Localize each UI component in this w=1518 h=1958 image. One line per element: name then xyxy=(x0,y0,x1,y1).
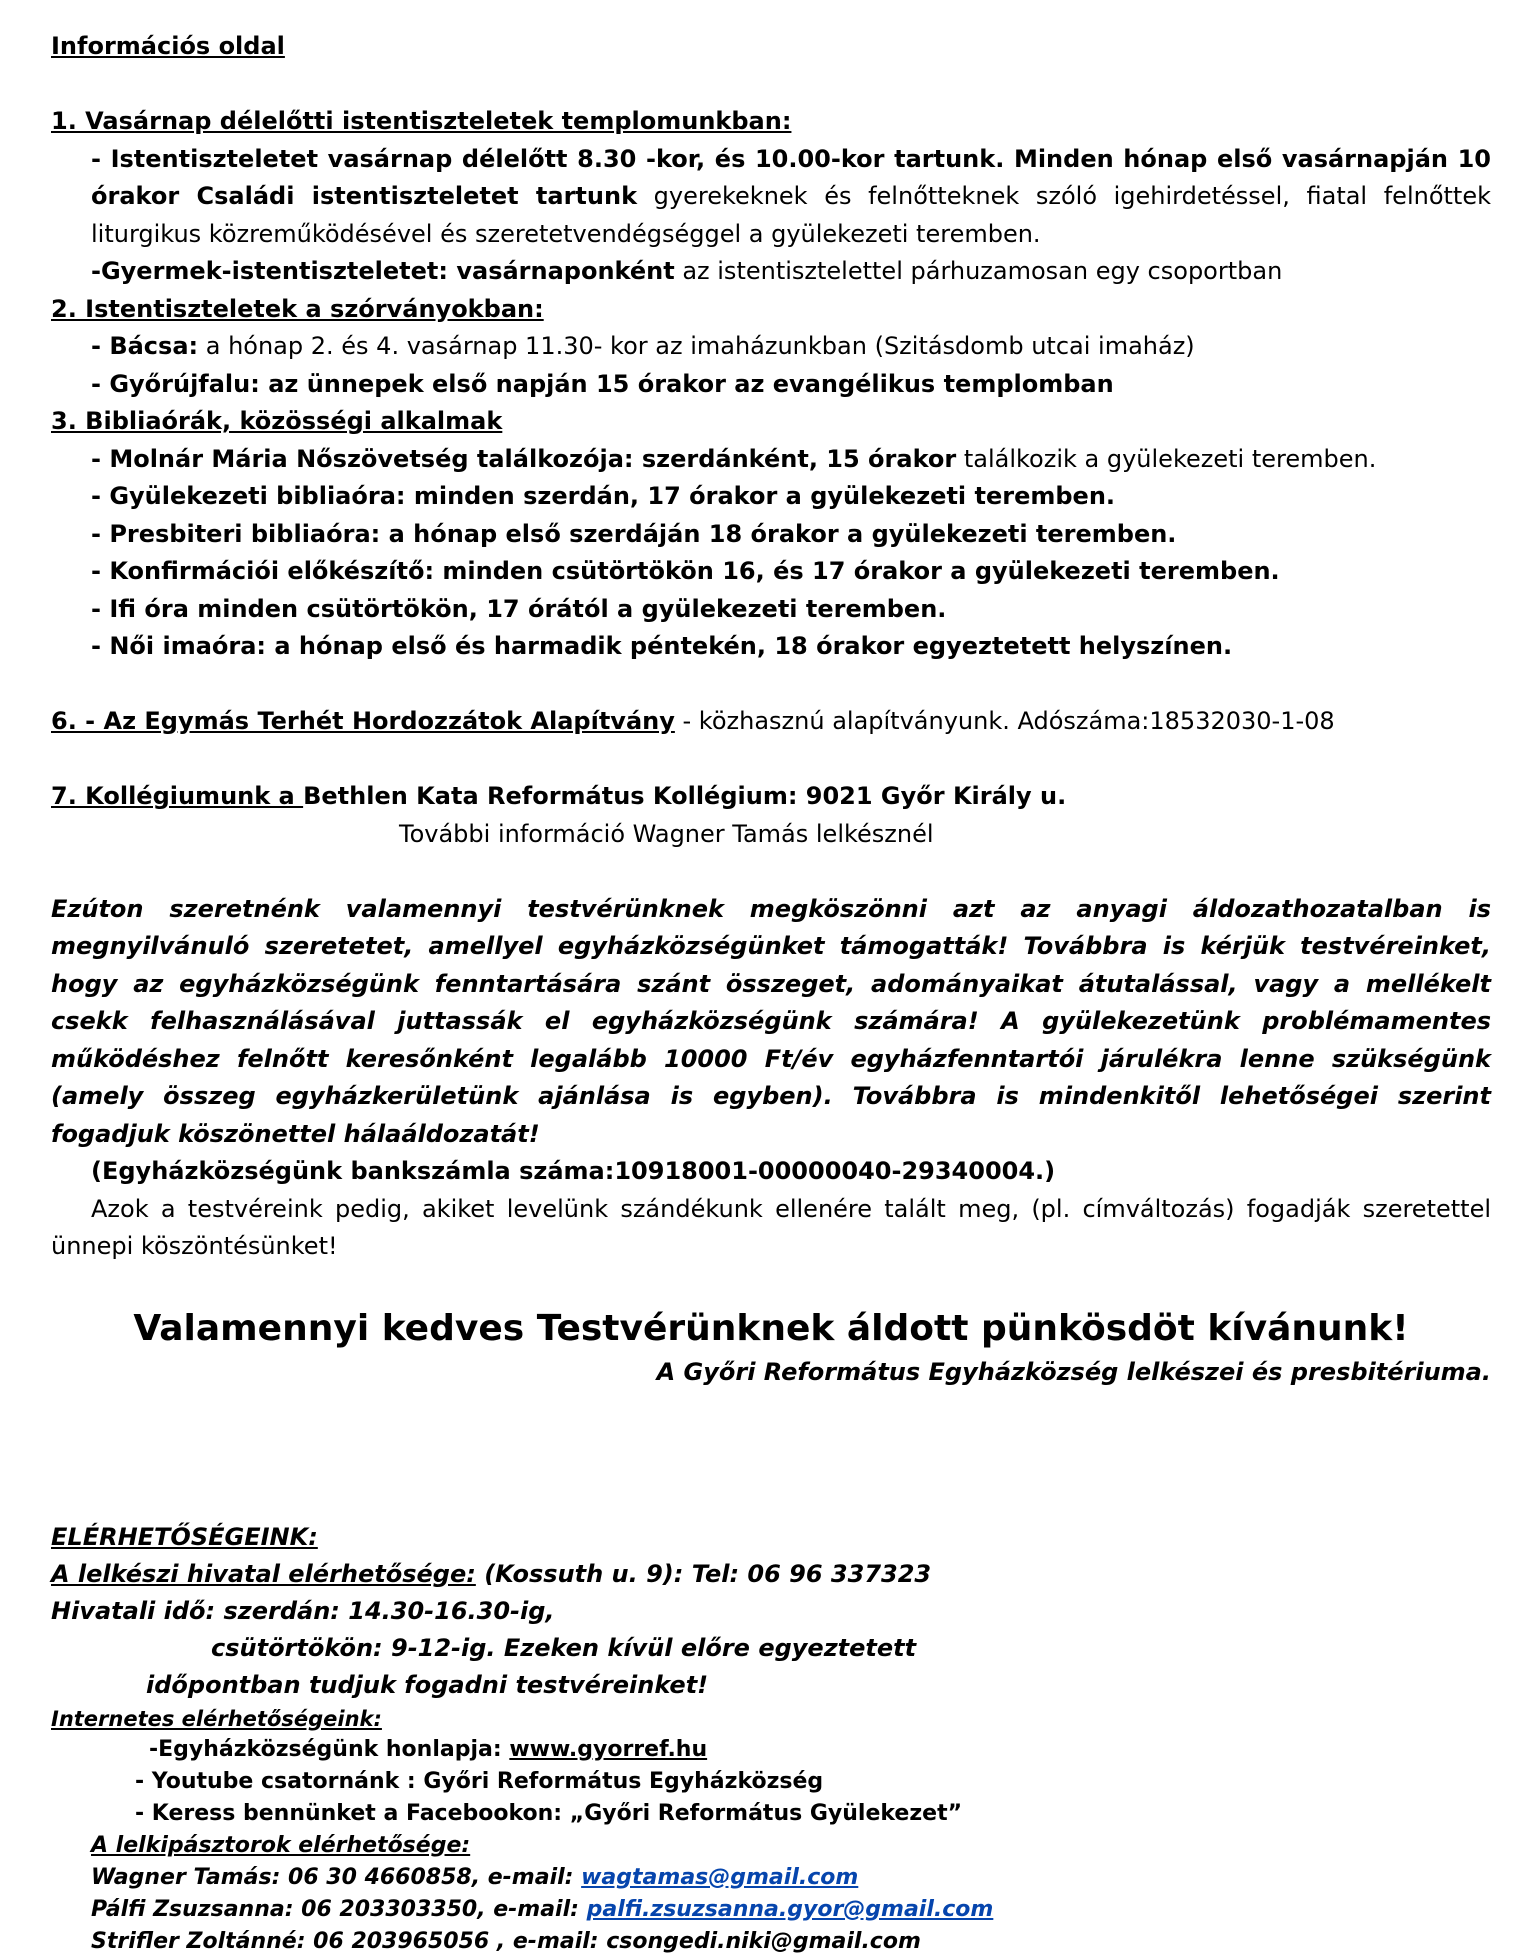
contacts-heading: ELÉRHETŐSÉGEINK: xyxy=(51,1522,318,1551)
web-label: -Egyházközségünk honlapja: xyxy=(149,1736,510,1762)
section1-p1-rest: gyerekeknek és felnőtteknek szóló igehirdetéssel, fiatal felnőttek liturgikus közreműködésével és szeretetvendégséggel a gyülekezeti teremben. xyxy=(91,182,1491,248)
spacer xyxy=(51,1391,1491,1519)
section3-line2: - Gyülekezeti bibliaóra: minden szerdán, 17 órakor a gyülekezeti teremben. xyxy=(91,482,1116,510)
office-hours-2: csütörtökön: 9-12-ig. Ezeken kívül előre egyeztetett xyxy=(211,1633,917,1662)
section1-p1-bold: - Istentiszteletet vasárnap délelőtt 8.30 -kor, és 10.00-kor tartunk. Minden hónap első vasárnapján 10 órakor Családi istentiszteletet tartunk xyxy=(91,144,1491,210)
section2-line1 xyxy=(51,328,1491,366)
office-label: A lelkészi hivatal elérhetősége: xyxy=(51,1559,476,1588)
section7-heading-underlined: 7. Kollégiumunk a xyxy=(51,782,304,810)
section6-rest: - közhasznú alapítványunk. Adószáma:18532030-1-08 xyxy=(674,707,1335,735)
pastor1-email-link[interactable]: wagtamas@gmail.com xyxy=(581,1864,859,1890)
pastor2-text: Pálfi Zsuzsanna: 06 203303350, e-mail: xyxy=(91,1896,587,1922)
section7-heading xyxy=(51,778,1491,816)
section6-heading: 6. - Az Egymás Terhét Hordozzátok Alapítvány xyxy=(51,707,675,735)
pastors-heading: A lelkipásztorok elérhetősége: xyxy=(91,1832,471,1858)
pastor2-line xyxy=(51,1894,1491,1926)
section3-l1-rest: találkozik a gyülekezeti teremben. xyxy=(956,444,1377,473)
office-hours-1: Hivatali idő: szerdán: 14.30-16.30-ig, xyxy=(51,1596,555,1625)
section3-line4: - Konfirmációi előkészítő: minden csütörtökön 16, és 17 órakor a gyülekezeti teremben. xyxy=(91,557,1280,585)
page-title: Információs oldal xyxy=(51,32,285,60)
section2-l1-bold: - Bácsa: xyxy=(91,332,199,360)
office-rest: (Kossuth u. 9): Tel: 06 96 337323 xyxy=(475,1559,932,1588)
section3-line3: - Presbiteri bibliaóra: a hónap első szerdáján 18 órakor a gyülekezeti teremben. xyxy=(91,519,1177,548)
appeal-paragraph: Ezúton szeretnénk valamennyi testvérünknek megköszönni azt az anyagi áldozathozatalban is megnyilvánuló szeretetet, amellyel egyházközségünket támogatták! Továbbra is kérjük testvéreinket, hogy az egyházközségünk fenntartására szánt összeget, adományaikat átutalással, vagy a mellékelt csekk felhasználásával juttassák el egyházközségünk számára! A gyülekezetünk problémamentes működéshez felnőtt keresőnként legalább 10000 Ft/év egyházfenntartói járulékra lenne szükségünk (amely összeg egyházkerületünk ajánlása is egyben). Továbbra is mindenkitől lehetőségei szerint fogadjuk köszönettel hálaáldozatát! xyxy=(51,894,1491,1148)
section2-line2: - Győrújfalu: az ünnepek első napján 15 órakor az evangélikus templomban xyxy=(91,369,1114,398)
section7-info: További információ Wagner Tamás lelkésznél xyxy=(399,819,934,848)
spacer xyxy=(51,66,1491,104)
section1-p2-bold: -Gyermek-istentiszteletet: vasárnaponként xyxy=(91,257,675,285)
section3-line5: - Ifi óra minden csütörtökön, 17 órától a gyülekezeti teremben. xyxy=(91,594,947,623)
section1-p2-rest: az istentisztelettel párhuzamosan egy csoportban xyxy=(674,257,1283,285)
youtube-line: - Youtube csatornánk : Győri Református Egyházközség xyxy=(135,1768,824,1794)
section2-heading: 2. Istentiszteletek a szórványokban: xyxy=(51,294,544,323)
section3-l1-bold: - Molnár Mária Nőszövetség találkozója: szerdánként, 15 órakor xyxy=(91,444,957,473)
greeting-signature: A Győri Református Egyházközség lelkészei és presbitériuma. xyxy=(656,1357,1491,1386)
section3-line6: - Női imaóra: a hónap első és harmadik péntekén, 18 órakor egyeztetett helyszínen. xyxy=(91,632,1233,660)
office-line xyxy=(51,1556,1491,1593)
spacer xyxy=(51,853,1491,891)
section3-line1 xyxy=(51,441,1491,479)
pastor3-line: Strifler Zoltánné: 06 203965056 , e-mail: csongedi.niki@gmail.com xyxy=(91,1928,921,1954)
spacer xyxy=(51,666,1491,704)
internet-heading: Internetes elérhetőségeink: xyxy=(51,1706,382,1731)
section1-paragraph2 xyxy=(51,253,1491,291)
office-hours-3: időpontban tudjuk fogadni testvéreinket! xyxy=(146,1670,709,1699)
section7-heading-rest: Bethlen Kata Református Kollégium: 9021 Győr Király u. xyxy=(303,782,1067,810)
web-line xyxy=(51,1734,1491,1766)
section3-heading: 3. Bibliaórák, közösségi alkalmak xyxy=(51,407,503,435)
facebook-line: - Keress bennünket a Facebookon: „Győri Református Gyülekezet” xyxy=(135,1800,963,1826)
section6-line xyxy=(51,703,1491,741)
section2-l1-rest: a hónap 2. és 4. vasárnap 11.30- kor az imaházunkban (Szitásdomb utcai imaház) xyxy=(198,332,1195,360)
pastor2-email-link[interactable]: palfi.zsuzsanna.gyor@gmail.com xyxy=(586,1896,994,1922)
appeal-note: Azok a testvéreink pedig, akiket levelünk szándékunk ellenére talált meg, (pl. címváltozás) fogadják szeretettel ünnepi köszöntésünket! xyxy=(51,1194,1491,1260)
section1-heading: 1. Vasárnap délelőtti istentiszteletek templomunkban: xyxy=(51,107,792,135)
pastor1-line xyxy=(51,1862,1491,1894)
greeting-title: Valamennyi kedves Testvérünknek áldott pünkösdöt kívánunk! xyxy=(133,1307,1409,1349)
pastor1-text: Wagner Tamás: 06 30 4660858, e-mail: xyxy=(91,1864,582,1890)
spacer xyxy=(51,741,1491,779)
web-link[interactable]: www.gyorref.hu xyxy=(509,1736,708,1762)
bank-account-line: (Egyházközségünk bankszámla száma:10918001-00000040-29340004.) xyxy=(91,1157,1056,1185)
section1-paragraph1 xyxy=(51,141,1491,254)
document-page xyxy=(51,28,1491,1958)
